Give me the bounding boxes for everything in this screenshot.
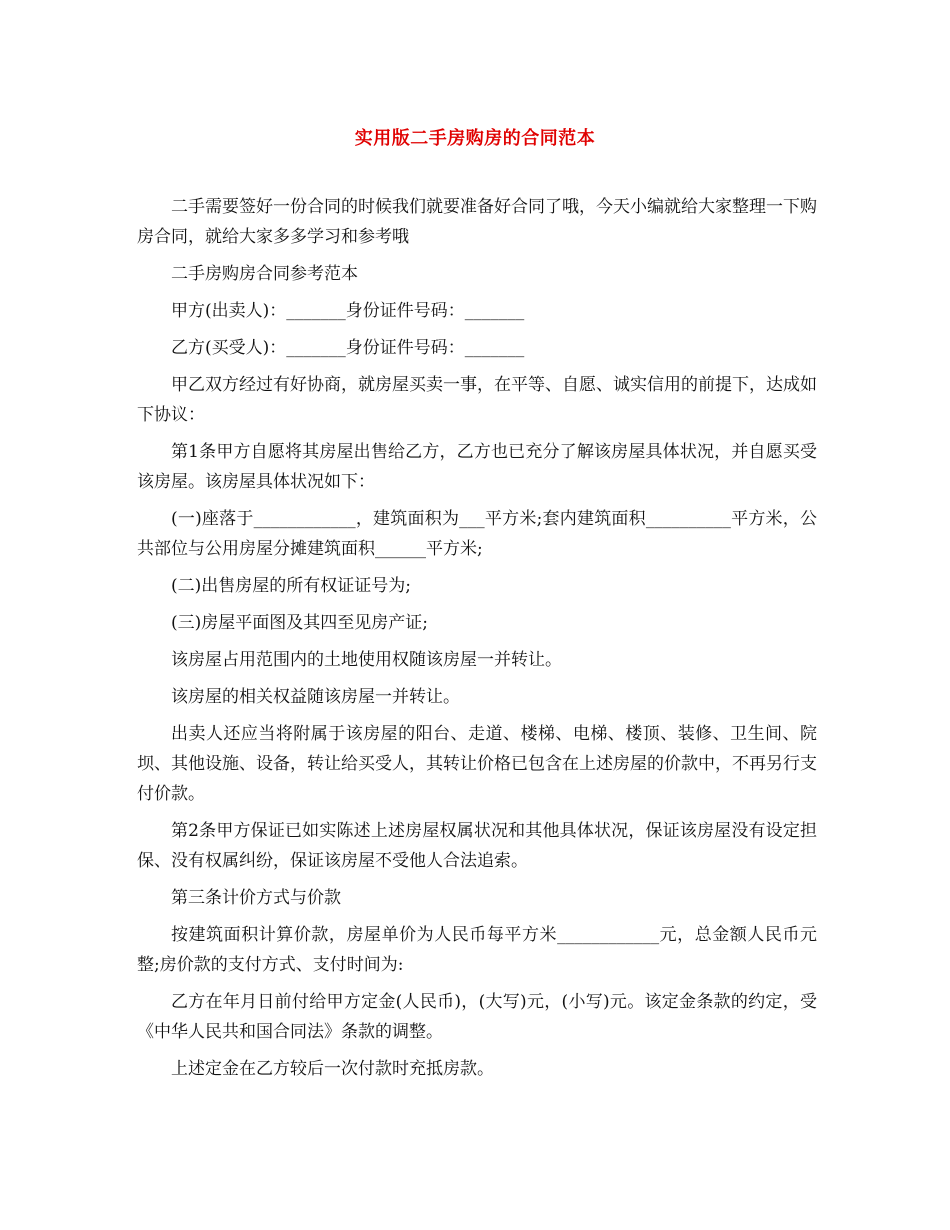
party-b-line: 乙方(买受人)：_______身份证件号码：_______: [171, 338, 525, 358]
deposit-offset: 上述定金在乙方较后一次付款时充抵房款。: [171, 1059, 494, 1079]
document-body: [137, 192, 817, 1091]
related-rights: 该房屋的相关权益随该房屋一并转让。: [171, 687, 460, 707]
clause-2-certificate: (二)出售房屋的所有权证证号为;: [171, 576, 411, 596]
contract-heading: 二手房购房合同参考范本: [171, 264, 358, 284]
document-title: 实用版二手房购房的合同范本: [354, 128, 596, 149]
deposit-clause: 乙方在年月日前付给甲方定金(人民币)，(大写)元，(小写)元。该定金条款的约定，受《中华人民共和国合同法》条款的调整。: [137, 992, 817, 1042]
intro-paragraph: 二手需要签好一份合同的时候我们就要准备好合同了哦，今天小编就给大家整理一下购房合同，就给大家多多学习和参考哦: [137, 197, 817, 247]
article-1: 第1条甲方自愿将其房屋出售给乙方，乙方也已充分了解该房屋具体状况，并自愿买受该房屋。该房屋具体状况如下：: [137, 442, 817, 492]
land-use-right: 该房屋占用范围内的土地使用权随该房屋一并转让。: [171, 650, 562, 670]
pricing-clause: 按建筑面积计算价款，房屋单价为人民币每平方米____________元，总金额人民币元整;房价款的支付方式、支付时间为:: [137, 925, 817, 975]
party-a-line: 甲方(出卖人)：_______身份证件号码：_______: [171, 301, 525, 321]
agreement-preamble: 甲乙双方经过有好协商，就房屋买卖一事，在平等、自愿、诚实信用的前提下，达成如下协议：: [137, 375, 817, 425]
attached-facilities: 出卖人还应当将附属于该房屋的阳台、走道、楼梯、电梯、楼顶、装修、卫生间、院坝、其他设施、设备，转让给买受人，其转让价格已包含在上述房屋的价款中，不再另行支付价款。: [137, 724, 817, 804]
article-2: 第2条甲方保证已如实陈述上述房屋权属状况和其他具体状况，保证该房屋没有设定担保、没有权属纠纷，保证该房屋不受他人合法追索。: [137, 821, 817, 871]
clause-1-location: (一)座落于____________，建筑面积为___平方米;套内建筑面积__________平方米，公共部位与公用房屋分摊建筑面积______平方米;: [137, 509, 817, 559]
clause-3-floorplan: (三)房屋平面图及其四至见房产证;: [171, 613, 428, 633]
article-3-heading: 第三条计价方式与价款: [171, 888, 341, 908]
